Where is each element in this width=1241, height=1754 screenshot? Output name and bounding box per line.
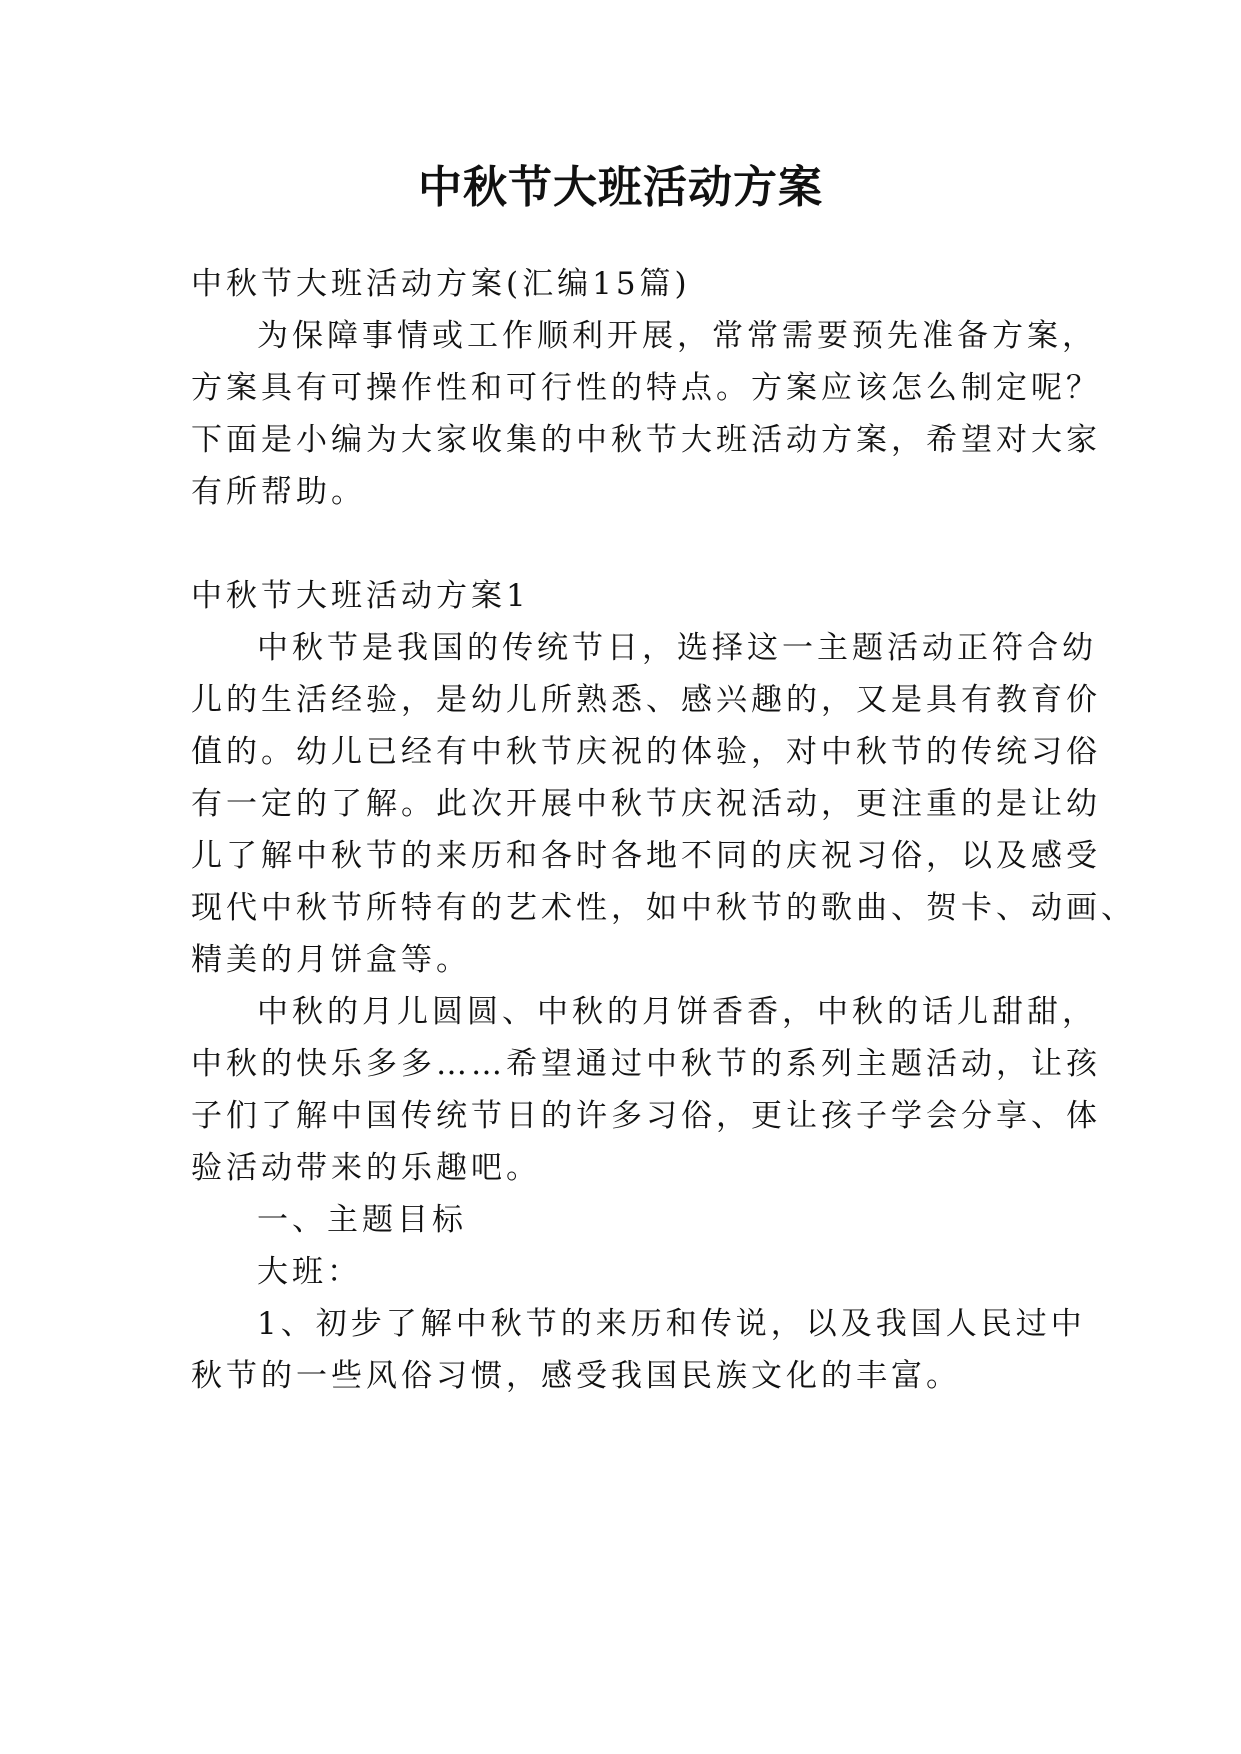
body-line-2: 儿的生活经验，是幼儿所熟悉、感兴趣的，又是具有教育价: [191, 682, 1101, 718]
subtitle-line: 中秋节大班活动方案(汇编15篇): [191, 266, 691, 302]
intro-line-4: 有所帮助。: [191, 474, 366, 510]
intro-line-1: 为保障事情或工作顺利开展，常常需要预先准备方案，: [257, 318, 1097, 354]
intro-line-3: 下面是小编为大家收集的中秋节大班活动方案，希望对大家: [191, 422, 1101, 458]
body-line-7: 精美的月饼盒等。: [191, 942, 471, 978]
body-line-5: 儿了解中秋节的来历和各时各地不同的庆祝习俗，以及感受: [191, 838, 1101, 874]
body-line-1: 中秋节是我国的传统节日，选择这一主题活动正符合幼: [257, 630, 1097, 666]
body-line-4: 有一定的了解。此次开展中秋节庆祝活动，更注重的是让幼: [191, 786, 1101, 822]
body-line-3: 值的。幼儿已经有中秋节庆祝的体验，对中秋节的传统习俗: [191, 734, 1101, 770]
goal-line-1: 1、初步了解中秋节的来历和传说，以及我国人民过中: [257, 1306, 1086, 1342]
section-heading: 中秋节大班活动方案1: [191, 578, 530, 614]
body-line-11: 验活动带来的乐趣吧。: [191, 1150, 541, 1186]
body-line-8: 中秋的月儿圆圆、中秋的月饼香香，中秋的话儿甜甜，: [257, 994, 1097, 1030]
intro-line-2: 方案具有可操作性和可行性的特点。方案应该怎么制定呢？: [191, 370, 1101, 406]
goal-line-2: 秋节的一些风俗习惯，感受我国民族文化的丰富。: [191, 1358, 961, 1394]
body-line-10: 子们了解中国传统节日的许多习俗，更让孩子学会分享、体: [191, 1098, 1101, 1134]
goal-heading: 一、主题目标: [257, 1202, 467, 1238]
body-line-9: 中秋的快乐多多……希望通过中秋节的系列主题活动，让孩: [191, 1046, 1101, 1082]
document-title: 中秋节大班活动方案: [418, 162, 823, 213]
body-line-6: 现代中秋节所特有的艺术性，如中秋节的歌曲、贺卡、动画、: [191, 890, 1136, 926]
class-label: 大班：: [257, 1254, 362, 1290]
